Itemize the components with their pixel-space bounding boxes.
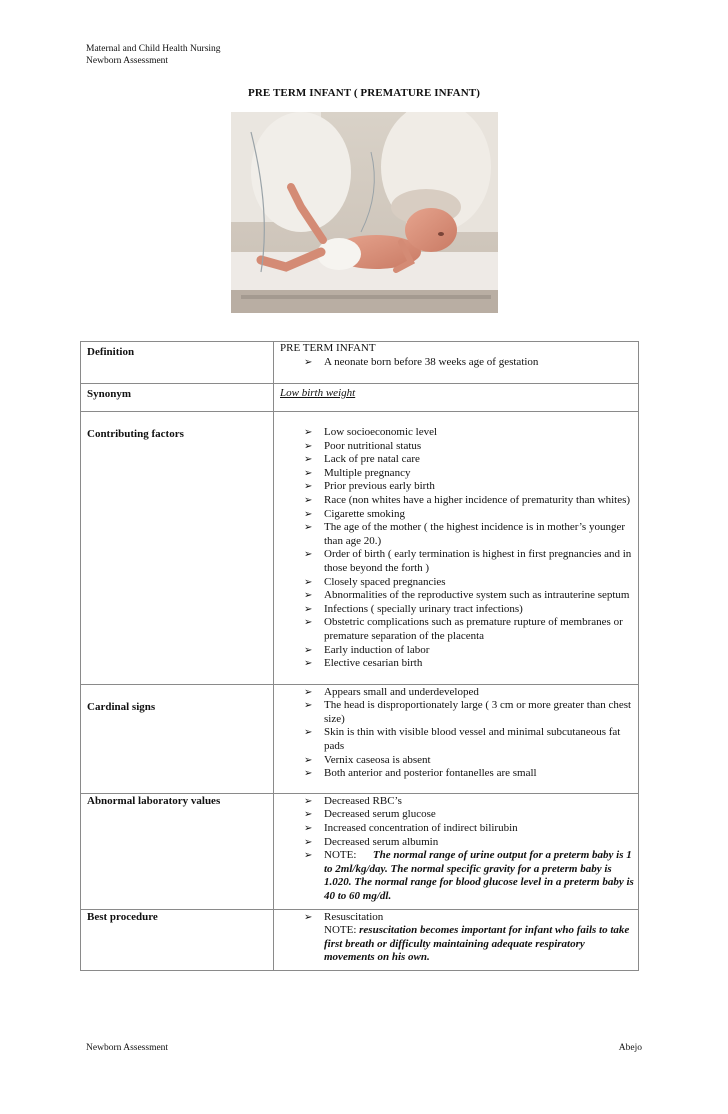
assessment-table [80,341,639,971]
arrow-bullet-icon: ➢ [304,617,313,629]
arrow-bullet-icon: ➢ [304,356,313,368]
procedure-list [280,911,636,925]
list-item: ➢ Decreased serum glucose [304,808,436,821]
list-item: ➢ The age of the mother ( the highest incidence is in mother’s younger than age 20.) [304,521,625,547]
list-item: ➢ Lack of pre natal care [304,453,420,466]
list-item: ➢ Poor nutritional status [304,439,422,452]
list-item: ➢ Decreased serum albumin [304,835,439,848]
arrow-bullet-icon: ➢ [304,603,313,615]
list-item: ➢ Infections ( specially urinary tract infections) [304,602,523,615]
row-synonym [81,384,639,412]
labs-label: Abnormal laboratory values [81,793,274,909]
cardinal-label: Cardinal signs [81,684,274,793]
list-item: ➢ Abnormalities of the reproductive system such as intrauterine septum [304,589,630,602]
footer-left: Newborn Assessment [86,1043,169,1053]
labs-list [280,795,636,904]
arrow-bullet-icon: ➢ [304,727,313,739]
arrow-bullet-icon: ➢ [304,836,313,848]
list-item: ➢ Closely spaced pregnancies [304,575,446,588]
list-item: ➢ Appears small and underdeveloped [304,685,479,698]
list-item: ➢ Skin is thin with visible blood vessel and minimal subcutaneous fat pads [304,726,621,753]
footer-right: Abejo [618,1043,642,1053]
list-item: ➢ Multiple pregnancy [304,466,411,479]
list-item: ➢ Elective cesarian birth [304,657,423,670]
arrow-bullet-icon: ➢ [304,467,313,479]
list-item: ➢ Cigarette smoking [304,507,405,520]
arrow-bullet-icon: ➢ [304,850,313,862]
list-item: ➢ Early induction of labor [304,643,430,656]
list-item: ➢ A neonate born before 38 weeks age of gestation [304,355,539,368]
header-topic: Newborn Assessment [86,56,169,66]
arrow-bullet-icon: ➢ [304,795,313,807]
row-definition [81,342,639,384]
arrow-bullet-icon: ➢ [304,508,313,520]
synonym-value: Low birth weight [280,387,356,399]
header-course: Maternal and Child Health Nursing [86,44,221,54]
list-item: ➢ Decreased RBC’s [304,794,402,807]
row-contributing-factors [81,412,639,685]
row-lab-values [81,793,639,909]
synonym-label: Synonym [81,384,274,412]
running-header [86,43,221,67]
arrow-bullet-icon: ➢ [304,658,313,670]
arrow-bullet-icon: ➢ [304,590,313,602]
row-best-procedure [81,909,639,970]
list-item: ➢ Order of birth ( early termination is highest in first pregnancies and in those beyond the forth ) [304,548,632,574]
arrow-bullet-icon: ➢ [304,494,313,506]
list-item: ➢ Obstetric complications such as premature rupture of membranes or premature separation of the placenta [304,616,623,642]
arrow-bullet-icon: ➢ [304,644,313,656]
contributing-list [280,426,636,671]
list-item: ➢ Prior previous early birth [304,480,435,493]
arrow-bullet-icon: ➢ [304,823,313,835]
contributing-label: Contributing factors [81,412,274,685]
procedure-note: NOTE: resuscitation becomes important for infant who fails to take first breath or difficulty maintaining adequate respiratory movements on his own. [324,924,630,964]
preterm-infant-photo [231,112,498,313]
list-item: ➢ Increased concentration of indirect bilirubin [304,822,518,835]
arrow-bullet-icon: ➢ [304,427,313,438]
definition-heading: PRE TERM INFANT [280,342,376,354]
row-cardinal-signs [81,684,639,793]
list-item: ➢ The head is disproportionately large ( 3 cm or more greater than chest size) [304,699,632,725]
page-title: PRE TERM INFANT ( PREMATURE INFANT) [248,87,480,99]
arrow-bullet-icon: ➢ [304,481,313,493]
definition-list [280,356,636,370]
arrow-bullet-icon: ➢ [304,549,313,561]
arrow-bullet-icon: ➢ [304,454,313,466]
cardinal-list [280,686,636,781]
arrow-bullet-icon: ➢ [304,576,313,588]
arrow-bullet-icon: ➢ [304,686,313,698]
arrow-bullet-icon: ➢ [304,911,313,923]
definition-label: Definition [81,342,274,384]
arrow-bullet-icon: ➢ [304,754,313,766]
list-item: ➢ Race (non whites have a higher incidence of prematurity than whites) [304,493,631,506]
list-item: ➢ Vernix caseosa is absent [304,753,431,766]
arrow-bullet-icon: ➢ [304,522,313,534]
lab-note: ➢ NOTE: The normal range of urine output for a preterm baby is 1 to 2ml/kg/day. The normal specific gravity for a preterm baby is 1.020. The normal range for blood glucose level in a preterm baby is 40 to 60 mg/dl. [304,849,634,902]
arrow-bullet-icon: ➢ [304,700,313,712]
list-item: ➢ Both anterior and posterior fontanelles are small [304,767,537,780]
arrow-bullet-icon: ➢ [304,440,313,452]
list-item: ➢ Low socioeconomic level [304,426,438,438]
arrow-bullet-icon: ➢ [304,768,313,780]
procedure-label: Best procedure [81,909,274,970]
arrow-bullet-icon: ➢ [304,809,313,821]
list-item: ➢ Resuscitation [304,910,384,923]
